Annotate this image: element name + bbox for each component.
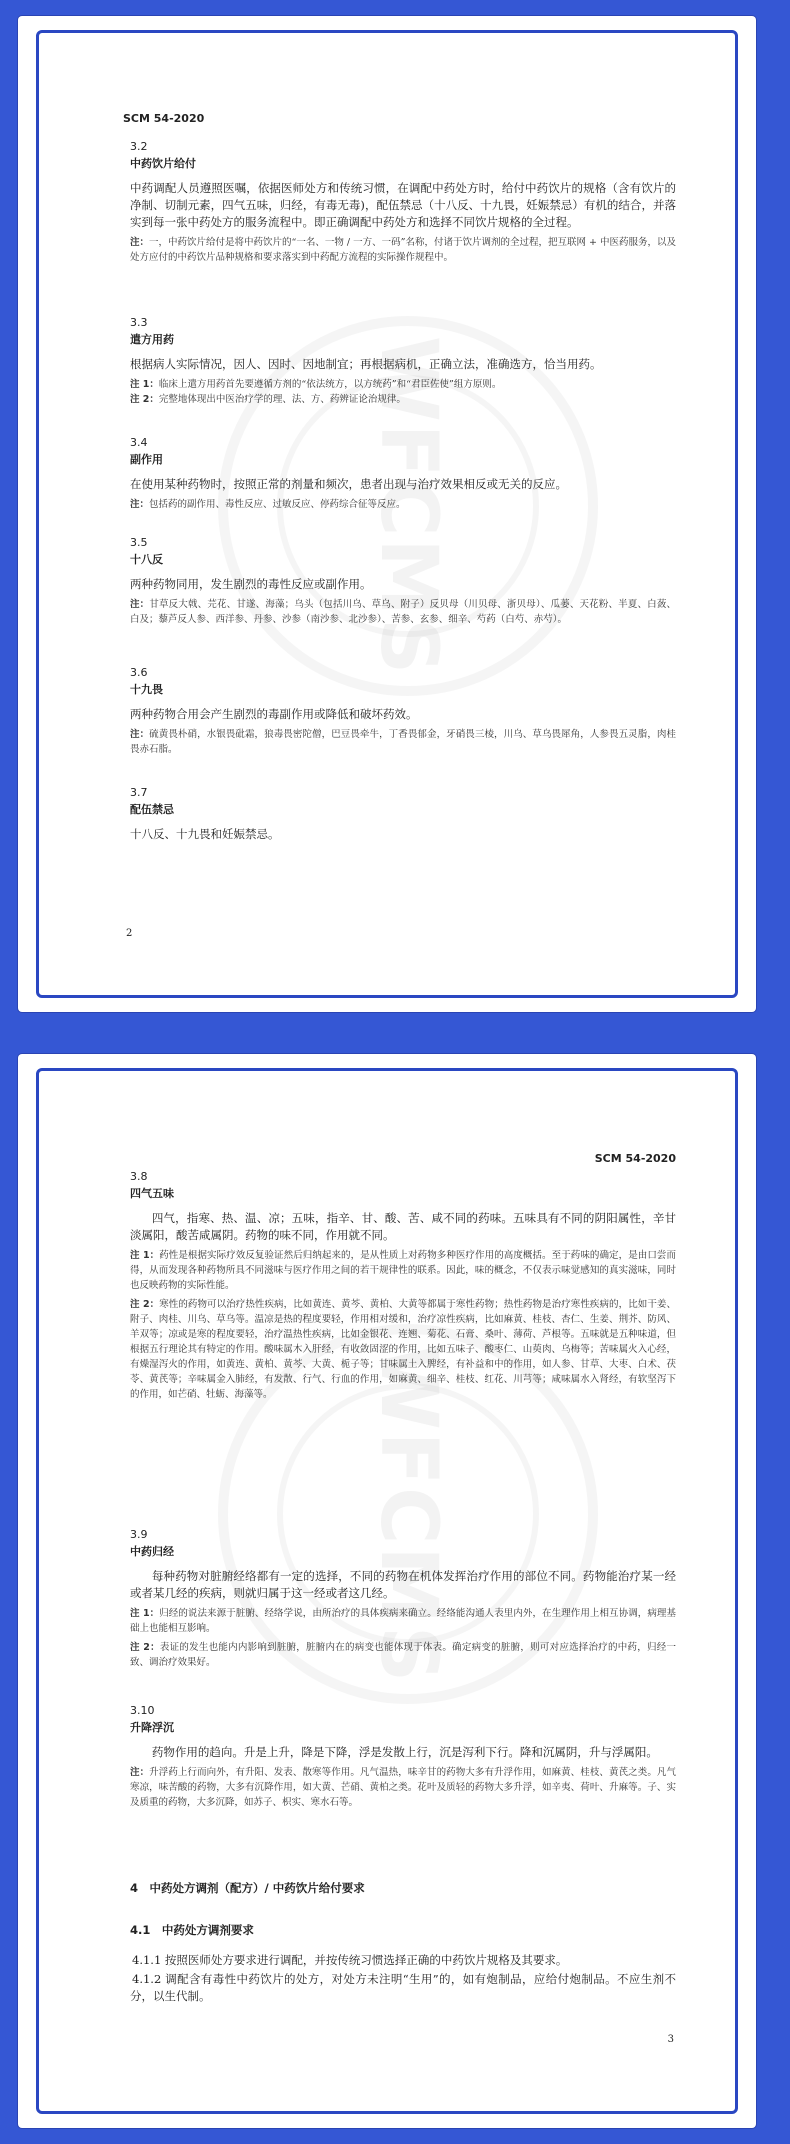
note-text: 临床上遣方用药首先要遵循方剂的“依法统方，以方统药”和“君臣佐使”组方原则。 [158, 379, 502, 390]
section-3-10 [130, 1704, 676, 1810]
chapter-title: 4 中药处方调剂（配方）/ 中药饮片给付要求 [130, 1881, 365, 1895]
clause-number: 4.1.2 [132, 1972, 162, 1986]
section-number: 3.5 [130, 536, 148, 549]
section-body: 四气，指寒、热、温、凉；五味，指辛、甘、酸、苦、咸不同的药味。五味具有不同的阴阳属性，辛甘淡属阳，酸苦咸属阴。药物的味不同，作用就不同。 [130, 1211, 676, 1242]
section-note [130, 727, 676, 757]
page-number: 3 [667, 2034, 674, 2045]
section-note [130, 1640, 676, 1670]
section-3-5 [130, 536, 676, 627]
note-text: 包括药的副作用、毒性反应、过敏反应、停药综合征等反应。 [149, 499, 406, 510]
clause-4-1-1 [130, 1952, 676, 1969]
note-label: 注 1： [130, 1608, 160, 1619]
note-text: 硫黄畏朴硝，水银畏砒霜，狼毒畏密陀僧，巴豆畏牵牛，丁香畏郁金，牙硝畏三棱，川乌、草乌畏犀角，人参畏五灵脂，肉桂畏赤石脂。 [130, 729, 676, 755]
section-note [130, 377, 676, 392]
section-title: 中药饮片给付 [130, 157, 196, 170]
note-label: 注： [130, 1767, 150, 1778]
section-number: 3.9 [130, 1528, 148, 1541]
section-title: 十九畏 [130, 683, 163, 696]
note-text: 寒性的药物可以治疗热性疾病，比如黄连、黄芩、黄柏、大黄等都属于寒性药物；热性药物是治疗寒性疾病的，比如干姜、附子、肉桂、川乌、草乌等。温凉是热的程度要轻，作用相对缓和，治疗凉性疾病，比如麻黄、桂枝、杏仁、生姜、荆芥、防风、羊双等；凉或是寒的程度要轻，治疗温热性疾病，比如金银花、连翘、菊花、石膏、桑叶、薄荷、芦根等。五味就是五种味道，但根据五行理论其有特定的作用。酸味属木入肝经，有收敛固涩的作用，比如五味子、酸枣仁、山萸肉、乌梅等；苦味属火入心经，有燥湿泻火的作用，如黄连、黄柏、黄芩、大黄、栀子等；甘味属土入脾经，有补益和中的作用，如人参、甘草、大枣、白术、茯苓、黄芪等；辛味属金入肺经，有发散、行气、行血的作用，如麻黄、细辛、桂枝、红花、川芎等；咸味属水入肾经，有软坚泻下的作用，如芒硝、牡蛎、海藻等。 [130, 1299, 676, 1400]
note-label: 注： [130, 237, 150, 248]
section-3-2 [130, 140, 676, 265]
section-note [130, 1248, 676, 1293]
note-text: 甘草反大戟、芫花、甘遂、海藻；乌头（包括川乌、草乌、附子）反贝母（川贝母、浙贝母）、瓜蒌、天花粉、半夏、白蔹、白及；藜芦反人参、西洋参、丹参、沙参（南沙参、北沙参）、苦参、玄参、细辛、芍药（白芍、赤芍）。 [130, 599, 676, 625]
section-body: 两种药物同用，发生剧烈的毒性反应或副作用。 [130, 577, 372, 591]
section-number: 3.10 [130, 1704, 155, 1717]
section-number: 3.8 [130, 1170, 148, 1183]
section-3-6 [130, 666, 676, 757]
section-3-7 [130, 786, 676, 843]
note-label: 注 2： [130, 1642, 160, 1653]
section-number: 3.4 [130, 436, 148, 449]
document-page-3 [18, 1054, 756, 2128]
section-body: 根据病人实际情况，因人、因时、因地制宜；再根据病机，正确立法，准确选方，恰当用药。 [130, 357, 602, 371]
section-body: 在使用某种药物时，按照正常的剂量和频次，患者出现与治疗效果相反或无关的反应。 [130, 477, 567, 491]
note-text: 升浮药上行而向外，有升阳、发表、散寒等作用。凡气温热，味辛甘的药物大多有升浮作用，如麻黄、桂枝、黄芪之类。凡气寒凉，味苦酸的药物，大多有沉降作用，如大黄、芒硝、黄柏之类。花叶及质轻的药物大多升浮，如辛夷、荷叶、升麻等。子、实及质重的药物，大多沉降，如苏子、枳实、寒水石等。 [130, 1767, 676, 1808]
note-label: 注 1： [130, 379, 159, 390]
section-note [130, 597, 676, 627]
note-text: 归经的说法来源于脏腑、经络学说，由所治疗的具体疾病来确立。经络能沟通人表里内外，在生理作用上相互协调，病理基础上也能相互影响。 [130, 1608, 676, 1634]
note-text: 药性是根据实际疗效反复验证然后归纳起来的，是从性质上对药物多种医疗作用的高度概括。至于药味的确定，是由口尝而得，从而发现各种药物所具不同滋味与医疗作用之间的若干规律性的联系。因此，味的概念，不仅表示味觉感知的真实滋味，同时也反映药物的实际性能。 [130, 1250, 676, 1291]
section-3-3 [130, 316, 676, 407]
note-text: 表证的发生也能内内影响到脏腑，脏腑内在的病变也能体现于体表。确定病变的脏腑，则可对应选择治疗的中药，归经一致、调治疗效果好。 [130, 1642, 676, 1668]
note-label: 注： [130, 729, 150, 740]
section-title: 四气五味 [130, 1187, 174, 1200]
note-text: 完整地体现出中医治疗学的理、法、方、药辨证论治规律。 [158, 394, 406, 405]
section-body: 每种药物对脏腑经络都有一定的选择，不同的药物在机体发挥治疗作用的部位不同。药物能治疗某一经或者某几经的疾病，则就归属于这一经或者这几经。 [130, 1569, 676, 1600]
section-title: 配伍禁忌 [130, 803, 174, 816]
subsection-title: 4.1 中药处方调剂要求 [130, 1923, 254, 1937]
section-3-9 [130, 1528, 676, 1670]
section-body: 两种药物合用会产生剧烈的毒副作用或降低和破坏药效。 [130, 707, 418, 721]
note-label: 注 1： [130, 1250, 160, 1261]
section-note [130, 1606, 676, 1636]
section-note [130, 497, 676, 512]
section-note [130, 392, 676, 407]
watermark-text: WFCMS [363, 1343, 454, 1685]
section-title: 副作用 [130, 453, 163, 466]
note-text: 一，中药饮片给付是将中药饮片的“一名、一物 / 一方、一码”名称，付诸于饮片调剂的全过程，把互联网 + 中医药服务，以及处方应付的中药饮片品种规格和要求落实到中药配方流程的实际操作规程中。 [130, 237, 676, 263]
chapter-4 [130, 1880, 676, 2005]
section-title: 遣方用药 [130, 333, 174, 346]
watermark-text: WFCMS [363, 335, 454, 677]
section-3-8 [130, 1170, 676, 1402]
section-body: 十八反、十九畏和妊娠禁忌。 [130, 827, 280, 841]
section-number: 3.7 [130, 786, 148, 799]
note-label: 注： [130, 499, 150, 510]
section-number: 3.6 [130, 666, 148, 679]
section-number: 3.2 [130, 140, 148, 153]
clause-4-1-2 [130, 1971, 676, 2005]
note-label: 注 2： [130, 394, 159, 405]
standard-code-header: SCM 54-2020 [594, 1152, 676, 1165]
section-title: 升降浮沉 [130, 1721, 174, 1734]
standard-code-header: SCM 54-2020 [123, 112, 205, 125]
section-number: 3.3 [130, 316, 148, 329]
section-note [130, 1765, 676, 1810]
page-number: 2 [126, 928, 133, 939]
clause-text: 调配含有毒性中药饮片的处方，对处方未注明“生用”的，如有炮制品，应给付炮制品。不应生剂不分，以生代制。 [130, 1972, 676, 2003]
note-label: 注： [130, 599, 150, 610]
section-body: 药物作用的趋向。升是上升，降是下降，浮是发散上行，沉是泻利下行。降和沉属阴，升与浮属阳。 [151, 1745, 658, 1759]
note-label: 注 2： [130, 1299, 160, 1310]
section-title: 十八反 [130, 553, 163, 566]
section-note [130, 235, 676, 265]
clause-number: 4.1.1 [132, 1953, 162, 1967]
document-page-2 [18, 16, 756, 1012]
section-3-4 [130, 436, 676, 512]
section-title: 中药归经 [130, 1545, 174, 1558]
section-body: 中药调配人员遵照医嘱，依据医师处方和传统习惯，在调配中药处方时，给付中药饮片的规格（含有饮片的净制、切制元素，四气五味，归经，有毒无毒)，配伍禁忌（十八反、十九畏，妊娠禁忌）有机的结合，并落实到每一张中药处方的服务流程中。即正确调配中药处方和选择不同饮片规格的全过程。 [130, 181, 676, 229]
clause-text: 按照医师处方要求进行调配，并按传统习惯选择正确的中药饮片规格及其要求。 [164, 1953, 568, 1967]
section-note [130, 1297, 676, 1402]
